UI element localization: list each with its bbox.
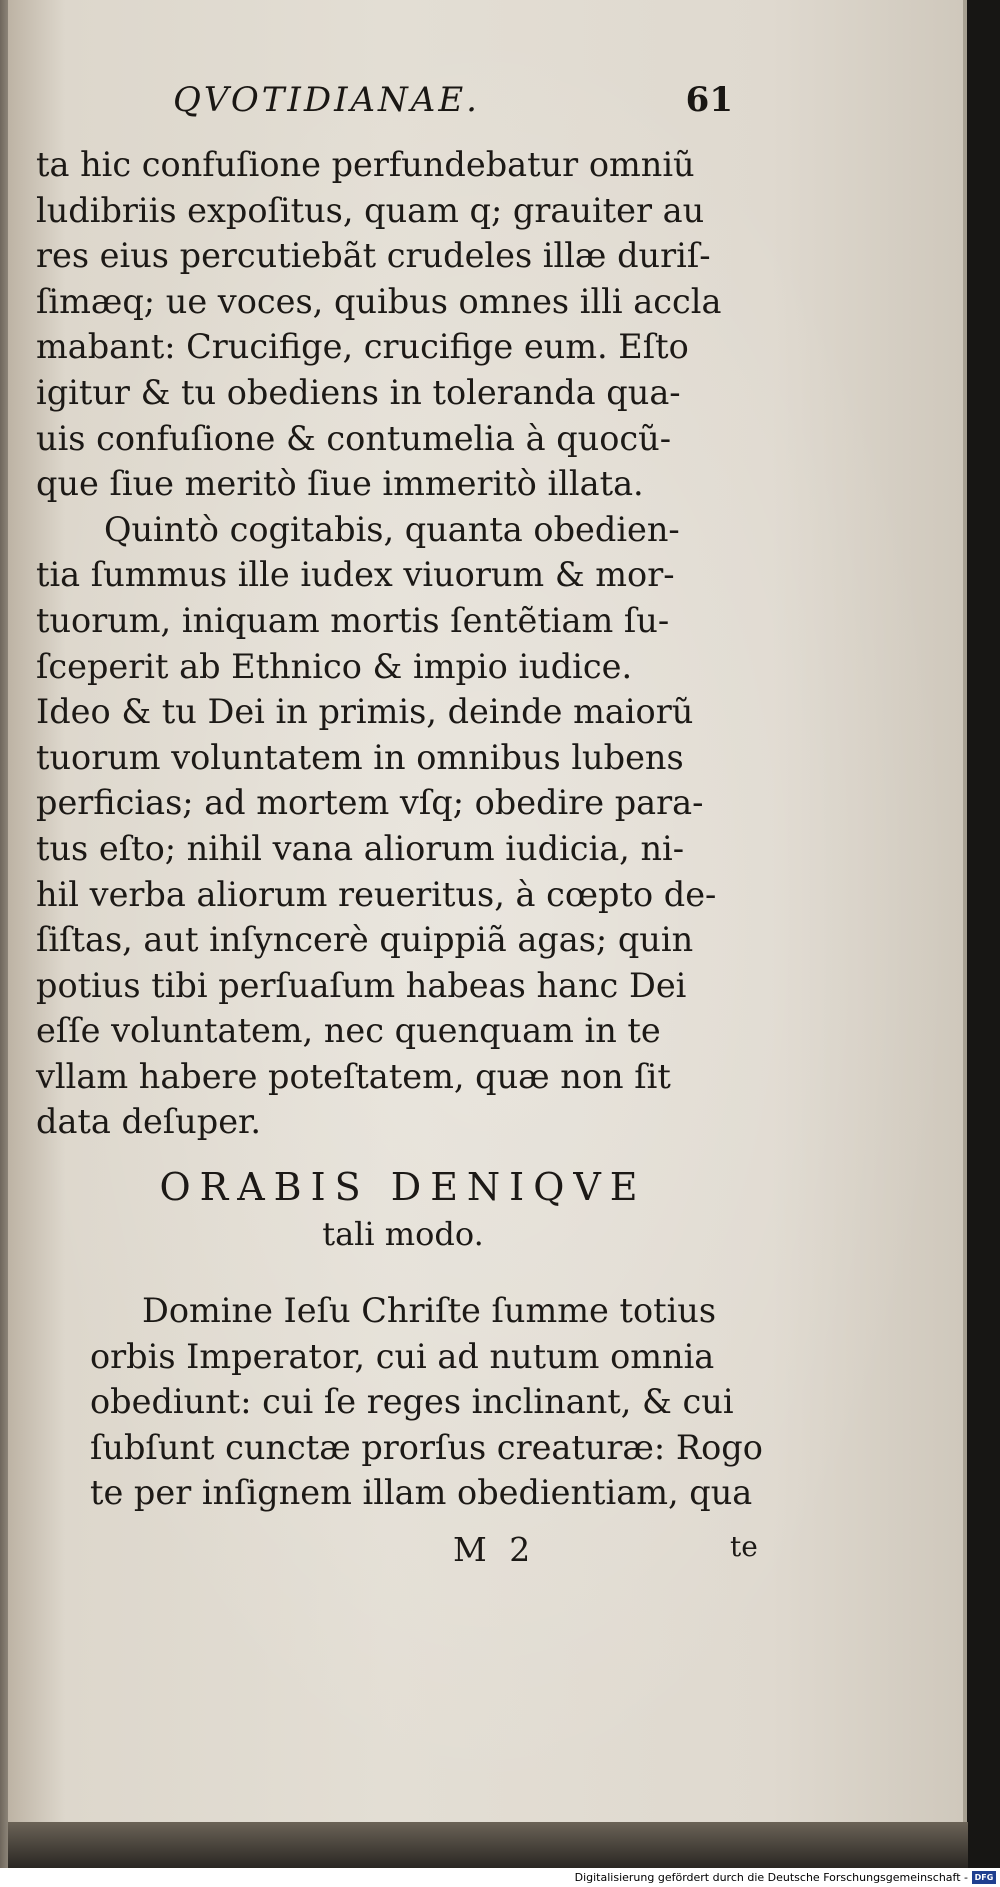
paragraph-start-line: Quintò cogitabis, quanta obedien-: [104, 509, 680, 549]
page-number: 61: [685, 80, 733, 120]
text-line: ludibriis expoſitus, quam q; grauiter au: [36, 190, 705, 230]
book-page: [8, 0, 967, 1822]
body-text: [36, 142, 746, 1145]
dfg-logo-icon: DFG: [972, 1871, 996, 1884]
text-line: potius tibi perſuaſum habeas hanc Dei: [36, 965, 687, 1005]
heading-main: ORABIS DENIQVE: [159, 1165, 647, 1209]
text-line: ſceperit ab Ethnico & impio iudice.: [36, 646, 633, 686]
text-line: Ideo & tu Dei in primis, deinde maiorũ: [36, 692, 694, 732]
page-footer: [8, 1530, 768, 1580]
text-line: vllam habere poteſtatem, quæ non ſit: [36, 1056, 671, 1096]
prayer-line: orbis Imperator, cui ad nutum omnia: [90, 1336, 715, 1376]
text-line: data deſuper.: [36, 1102, 261, 1142]
text-line: tuorum, iniquam mortis ſentẽtiam ſu-: [36, 600, 670, 640]
digitization-credit-bar: [0, 1868, 1000, 1887]
text-line: ſimæq; ue voces, quibus omnes illi accla: [36, 281, 722, 321]
prayer-line: te per inſignem illam obedientiam, qua: [90, 1473, 753, 1513]
text-line: res eius percutiebãt crudeles illæ duriſ-: [36, 236, 711, 276]
prayer-text: [90, 1288, 770, 1516]
heading-sub: tali modo.: [322, 1215, 484, 1253]
prayer-line: ſubſunt cunctæ prorſus creaturæ: Rogo: [90, 1427, 763, 1467]
prayer-line: obediunt: cui ſe reges inclinant, & cui: [90, 1382, 734, 1422]
text-line: tuorum voluntatem in omnibus lubens: [36, 737, 684, 777]
text-line: ſiſtas, aut inſyncerè quippiã agas; quin: [36, 920, 694, 960]
catchword: te: [730, 1530, 758, 1563]
text-line: mabant: Crucifige, crucifige eum. Eſto: [36, 327, 689, 367]
text-line: uis confuſione & contumelia à quocũ-: [36, 418, 672, 458]
page-bottom-shadow: [8, 1822, 968, 1868]
text-line: hil verba aliorum reueritus, à cœpto de-: [36, 874, 717, 914]
prayer-line: Domine Ieſu Chriſte ſumme totius: [142, 1291, 717, 1330]
section-heading: [78, 1162, 728, 1256]
text-line: igitur & tu obediens in toleranda qua-: [36, 372, 681, 412]
running-head-title: QVOTIDIANAE.: [173, 80, 480, 120]
text-line: perficias; ad mortem vſq; obedire para-: [36, 783, 704, 823]
text-line: tus eſto; nihil vana aliorum iudicia, ni-: [36, 828, 685, 868]
signature-mark: M 2: [453, 1530, 537, 1569]
text-line: eſſe voluntatem, nec quenquam in te: [36, 1011, 661, 1051]
text-line: que ſiue meritò ſiue immeritò illata.: [36, 464, 644, 504]
text-line: ta hic confuſione perfundebatur omniũ: [36, 145, 695, 184]
text-line: tia ſummus ille iudex viuorum & mor-: [36, 555, 675, 595]
running-head: [173, 80, 733, 130]
credit-text: Digitalisierung gefördert durch die Deutsche Forschungsgemeinschaft -: [574, 1871, 968, 1884]
